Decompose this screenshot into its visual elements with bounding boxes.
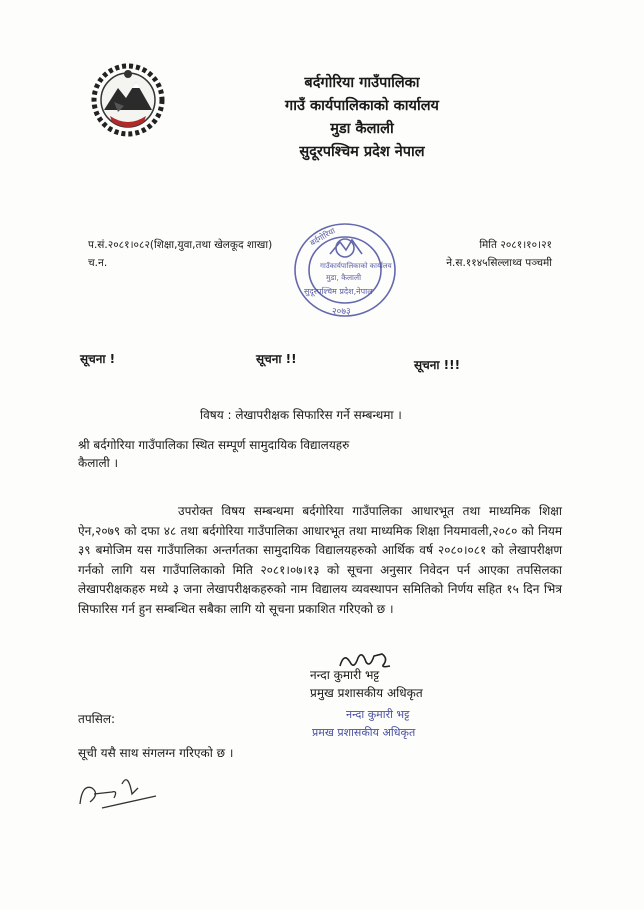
signer-name: नन्दा कुमारी भट्ट: [310, 668, 380, 682]
office-stamp: [290, 218, 400, 323]
attachment-note: सूची यसै साथ संगलग्न गरिएको छ ।: [78, 746, 234, 760]
notice-heading-1: सूचना !: [80, 352, 116, 366]
stamp-line3: मुडा, कैलाली: [326, 273, 362, 282]
reference-block: [88, 236, 272, 272]
addressee: [78, 436, 349, 472]
nepal-emblem-icon: [88, 58, 168, 142]
signer-stamp-name: नन्दा कुमारी भट्ट: [346, 708, 410, 721]
initials: [72, 764, 162, 814]
stamp-line1: बर्दगोरिया: [308, 226, 337, 248]
signer-title: प्रमुख प्रशासकीय अधिकृत: [310, 686, 423, 700]
notice-heading-2: सूचना !!: [256, 352, 297, 366]
stamp-year: २०७३: [332, 307, 351, 317]
notice-heading-3: सूचना !!!: [414, 358, 461, 372]
stamp-line2: गाउँकार्यपालिकाको कार्यालय: [320, 262, 392, 270]
nepal-sambat-date: ने.स.११४५सिल्लाथ्व पञ्चमी: [446, 257, 552, 269]
office-location: मुडा कैलाली: [330, 121, 394, 137]
reference-number: प.सं.२०८१।०८२(शिक्षा,युवा,तथा खेलकूद शाखा): [88, 239, 273, 251]
province-name: सुदूरपश्चिम प्रदेश नेपाल: [299, 144, 425, 160]
stamp-line4: सुदूरपश्चिम प्रदेश,नेपाल: [304, 287, 373, 296]
body-paragraph: उपरोक्त विषय सम्बन्धमा बर्दगोरिया गाउँपालिका आधारभूत तथा माध्यमिक शिक्षा ऐन,२०७९ को दफा ४८ तथा बर्दगोरिया गाउँपालिका आधारभूत तथा माध्यमिक शिक्षा नियमावली,२०८० को नियम ३९ बमोजिम यस गाउँपालिका अन्तर्गतका सामुदायिक विद्यालयहरुको आर्थिक वर्ष २०८०।०८१ को लेखापरीक्षण गर्नको लागि यस गाउँपालिकाको मिति २०८१।०७।१३ को सूचना अनुसार निवेदन पर्न आएका तपसिलका लेखापरीक्षकहरु मध्ये ३ जना लेखापरीक्षकहरुको नाम विद्यालय व्यवस्थापन समितिको निर्णय सहित १५ दिन भित्र सिफारिस गर्न हुन सम्बन्धित सबैका लागि यो सूचना प्रकाशित गरिएको छ ।: [78, 504, 562, 616]
dispatch-number: च.न.: [88, 257, 108, 269]
addressee-line1: श्री बर्दगोरिया गाउँपालिका स्थित सम्पूर्ण सामुदायिक विद्यालयहरु: [78, 438, 350, 452]
signer-block: [310, 666, 423, 702]
signer-stamp-title: प्रमख प्रशासकीय अधिकृत: [312, 726, 416, 739]
annex-label: तपसिल:: [78, 712, 116, 726]
office-name: गाउँ कार्यपालिकाको कार्यालय: [285, 98, 439, 114]
municipality-name: बर्दगोरिया गाउँपालिका: [304, 75, 420, 91]
date-block: [424, 236, 552, 272]
subject-line: विषय : लेखापरीक्षक सिफारिस गर्ने सम्बन्धमा ।: [200, 408, 402, 422]
date-label: मिति २०८१।१०।२१: [479, 239, 552, 251]
addressee-line2: कैलाली ।: [78, 456, 119, 470]
office-header: [262, 72, 462, 164]
signer-stamp: [312, 706, 415, 742]
